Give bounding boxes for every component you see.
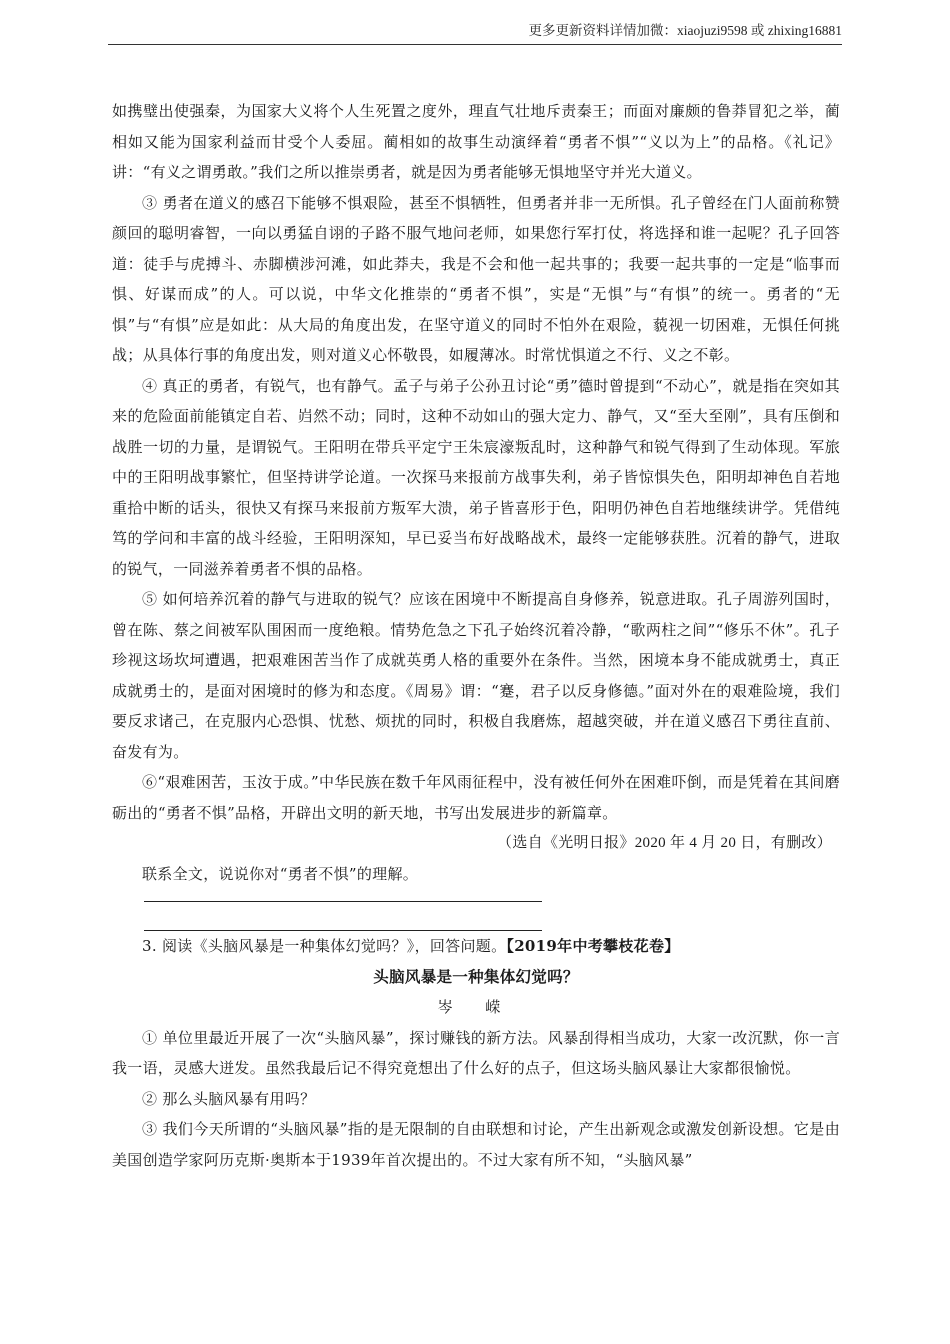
question-text: 联系全文，说说你对“勇者不惧”的理解。	[142, 864, 419, 883]
article-title: 头脑风暴是一种集体幻觉吗？	[373, 966, 579, 986]
paragraph-4: ④ 真正的勇者，有锐气，也有静气。孟子与弟子公孙丑讨论“勇”德时曾提到“不动心”，就是指在突如其来的危险面前能镇定自若、岿然不动；同时，这种不动如山的强大定力、静气，又“至大至刚”，具有压倒和战胜一切的力量，是谓锐气。王阳明在带兵平定宁王朱宸濠叛乱时，这种静气和锐气得到了生动体现。军旅中的王阳明战事繁忙，但坚持讲学论道。一次探马来报前方战事失利，弟子皆惊惧失色，阳明却神色自若地重拾中断的话头，很快又有探马来报前方叛军大溃，弟子皆喜形于色，阳明仍神色自若地继续讲学。凭借纯笃的学问和丰富的战斗经验，王阳明深知，早已妥当布好战略战术，最终一定能够获胜。沉着的静气，进取的锐气，一同滋养着勇者不惧的品格。	[112, 376, 840, 578]
question-3-text: 3. 阅读《头脑风暴是一种集体幻觉吗？》，回答问题。	[142, 937, 507, 955]
question-3-intro	[112, 931, 840, 962]
paragraph-continued: 如携璧出使强秦，为国家大义将个人生死置之度外，理直气壮地斥责秦王；而面对廉颇的鲁莽冒犯之举，蔺相如又能为国家利益而甘受个人委屈。蔺相如的故事生动演绎着“勇者不惧”“义以为上”的品格。《礼记》讲：“有义之谓勇敢。”我们之所以推崇勇者，就是因为勇者能够无惧地坚守并光大道义。	[112, 102, 840, 181]
paragraph-3: ③ 勇者在道义的感召下能够不惧艰险，甚至不惧牺牲，但勇者并非一无所惧。孔子曾经在门人面前称赞颜回的聪明睿智，一向以勇猛自诩的子路不服气地问老师，如果您行军打仗，将选择和谁一起呢？孔子回答道：徒手与虎搏斗、赤脚横涉河滩，如此莽夫，我是不会和他一起共事的；我要一起共事的一定是“临事而惧、好谋而成”的人。可以说，中华文化推崇的“勇者不惧”，实是“无惧”与“有惧”的统一。勇者的“无惧”与“有惧”应是如此：从大局的角度出发，在坚守道义的同时不怕外在艰险，藐视一切困难，无惧任何挑战；从具体行事的角度出发，则对道义心怀敬畏，如履薄冰。时常忧惧道之不行、义之不彰。	[112, 193, 840, 364]
page-header	[108, 18, 842, 45]
exam-source-tag: 【2019年中考攀枝花卷】	[506, 937, 680, 955]
article2-paragraph-3: ③ 我们今天所谓的“头脑风暴”指的是无限制的自由联想和讨论，产生出新观念或激发创新设想。它是由美国创造学家阿历克斯·奥斯本于1939年首次提出的。不过大家有所不知，“头脑风暴”	[112, 1120, 840, 1169]
header-contact-text: 更多更新资料详情加微：xiaojuzi9598 或 zhixing16881	[528, 23, 842, 38]
source-citation: （选自《光明日报》2020 年 4 月 20 日，有删改）	[497, 835, 832, 851]
article-author: 岑 嵘	[437, 998, 515, 1016]
paragraph-5: ⑤ 如何培养沉着的静气与进取的锐气？应该在困境中不断提高自身修养，锐意进取。孔子周游列国时，曾在陈、蔡之间被军队围困而一度绝粮。情势危急之下孔子始终沉着冷静，“歌两柱之间”“修乐不休”。孔子珍视这场坎坷遭遇，把艰难困苦当作了成就英勇人格的重要外在条件。当然，困境本身不能成就勇士，真正成就勇士的，是面对困境时的修为和态度。《周易》谓：“蹇，君子以反身修德。”面对外在的艰难险境，我们要反求诸己，在克服内心恐惧、忧愁、烦扰的同时，积极自我磨炼，超越突破，并在道义感召下勇往直前、奋发有为。	[112, 590, 840, 761]
paragraph-6: ⑥“艰难困苦，玉汝于成。”中华民族在数千年风雨征程中，没有被任何外在困难吓倒，而是凭着在其间磨砺出的“勇者不惧”品格，开辟出文明的新天地，书写出发展进步的新篇章。	[112, 773, 840, 822]
page-content	[112, 96, 840, 1175]
answer-line-1[interactable]	[144, 901, 542, 902]
article2-paragraph-2: ② 那么头脑风暴有用吗？	[142, 1089, 316, 1108]
article2-paragraph-1: ① 单位里最近开展了一次“头脑风暴”，探讨赚钱的新方法。风暴刮得相当成功，大家一改沉默，你一言我一语，灵感大迸发。虽然我最后记不得究竟想出了什么好的点子，但这场头脑风暴让大家都很愉悦。	[112, 1028, 840, 1077]
